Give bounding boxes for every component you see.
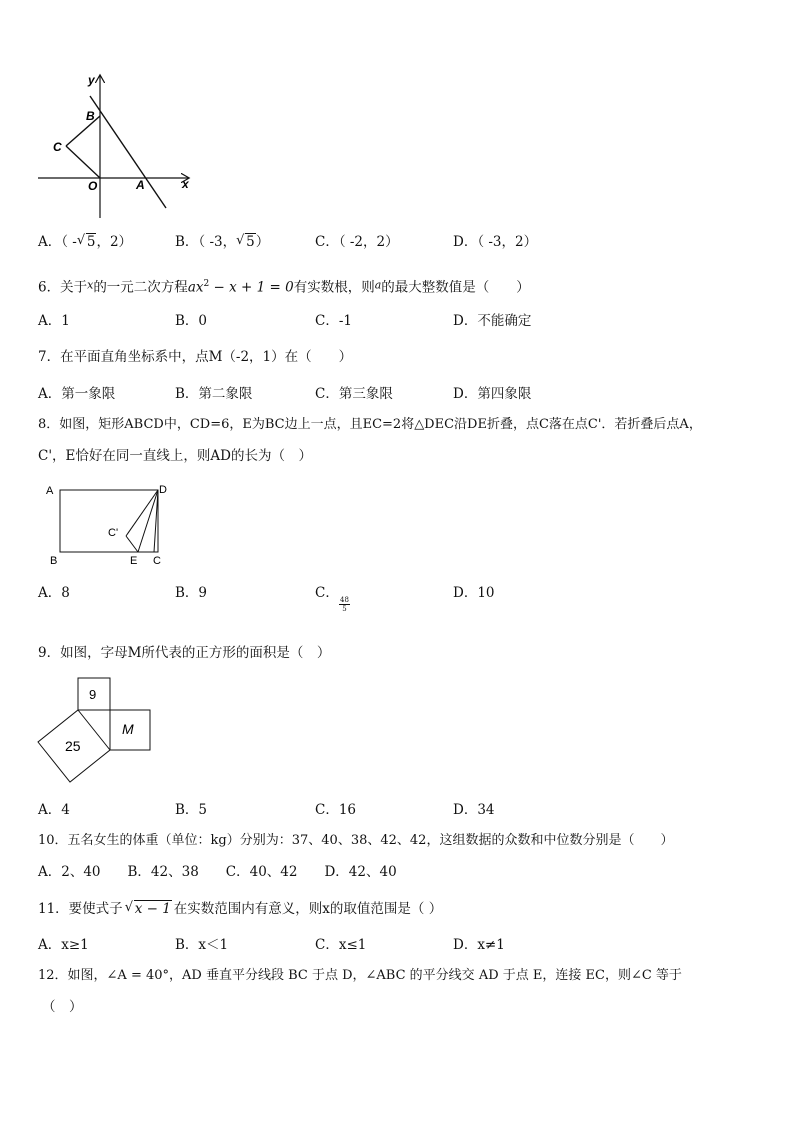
q5-option-b[interactable] [175, 233, 269, 251]
q5-option-c[interactable]: C．（ -2，2） [315, 234, 399, 250]
q11-option-a[interactable]: A．x≥1 [38, 937, 89, 953]
label-a: A [46, 485, 54, 497]
segment-c-prime-e [126, 536, 138, 552]
q8-stem-line2: C'，E恰好在同一直线上，则AD的长为（ ） [38, 448, 312, 464]
label-c: C [53, 140, 62, 154]
rectangle-abcd [60, 490, 158, 552]
sqrt-symbol [125, 900, 172, 918]
label-o: O [88, 179, 98, 193]
q8-option-c-fraction [339, 596, 350, 613]
q6-eq-rest: − x + 1 = 0 [209, 279, 294, 296]
q9-option-b[interactable]: B．5 [175, 802, 208, 818]
q5-option-a-prefix: A．（ - [38, 234, 77, 250]
q10-options[interactable]: A．2、40 B．42、38 C．40、42 D．42、40 [38, 864, 397, 880]
q5-coordinate-figure [36, 70, 196, 220]
q9-option-d[interactable]: D．34 [453, 802, 495, 818]
sqrt-symbol [236, 233, 256, 251]
q8-option-d[interactable]: D．10 [453, 585, 495, 601]
q12-stem-line1: 12．如图，∠A = 40°，AD 垂直平分线段 BC 于点 D，∠ABC 的平分线交 AD 于点 E，连接 EC，则∠C 等于 [38, 968, 682, 983]
fraction-numerator: 48 [340, 596, 349, 604]
q6-var-x: x [87, 278, 94, 292]
label-m: M [122, 721, 134, 737]
q7-stem: 7．在平面直角坐标系中，点M（-2，1）在（ ） [38, 349, 353, 365]
segment-co [66, 146, 100, 178]
label-a: A [136, 178, 145, 192]
label-b: B [50, 555, 58, 567]
q5-option-b-suffix: ） [255, 234, 270, 250]
segment-bc [66, 116, 100, 146]
q11-stem [38, 900, 442, 918]
segment-dc-prime [126, 490, 158, 536]
q7-option-d[interactable]: D．第四象限 [453, 386, 532, 402]
q6-option-a[interactable]: A．1 [38, 313, 70, 329]
label-d: D [159, 484, 167, 496]
label-x: x [182, 177, 189, 191]
q11-option-d[interactable]: D．x≠1 [453, 937, 505, 953]
q6-stem-pre: 6．关于 [38, 279, 88, 296]
q6-stem-post: 的最大整数值是（ ） [381, 279, 530, 296]
q8-option-a[interactable]: A．8 [38, 585, 70, 601]
q8-option-c[interactable]: C． [315, 585, 339, 601]
q8-rectangle-figure [42, 480, 172, 570]
q10-stem: 10．五名女生的体重（单位：kg）分别为：37、40、38、42、42，这组数据的众数和中位数分别是（ ） [38, 833, 674, 848]
label-c: C [153, 555, 161, 567]
q11-stem-pre: 11．要使式子 [38, 901, 123, 917]
q6-option-d[interactable]: D．不能确定 [453, 313, 532, 329]
q7-option-a[interactable]: A．第一象限 [38, 386, 116, 402]
label-25: 25 [65, 738, 81, 754]
q5-option-a-radicand: 5 [86, 234, 96, 250]
q5-option-d[interactable]: D．（ -3，2） [453, 234, 538, 250]
label-9: 9 [89, 687, 97, 702]
q5-option-a[interactable] [38, 233, 132, 251]
q9-squares-figure [36, 674, 156, 792]
line-ab [90, 96, 166, 208]
q8-option-b[interactable]: B．9 [175, 585, 208, 601]
label-y: y [88, 73, 95, 87]
q6-stem-mid1: 的一元二次方程 [93, 279, 188, 296]
q7-option-b[interactable]: B．第二象限 [175, 386, 253, 402]
q7-option-c[interactable]: C．第三象限 [315, 386, 393, 402]
q11-option-b[interactable]: B．x＜1 [175, 937, 229, 953]
q6-eq-ax: ax [187, 279, 204, 296]
q11-option-c[interactable]: C．x≤1 [315, 937, 367, 953]
q9-stem: 9．如图，字母M所代表的正方形的面积是（ ） [38, 645, 331, 661]
q6-var-a: a [374, 278, 382, 292]
q8-stem-line1: 8．如图，矩形ABCD中，CD=6，E为BC边上一点，且EC=2将△DEC沿DE折叠，点C落在点C'．若折叠后点A， [38, 417, 702, 432]
q5-option-b-radicand: 5 [246, 234, 255, 250]
q12-stem-line2: （ ） [42, 999, 83, 1015]
q6-option-b[interactable]: B．0 [175, 313, 208, 329]
label-b: B [86, 109, 95, 123]
q11-stem-post: 在实数范围内有意义，则x的取值范围是（ ） [173, 901, 443, 917]
q9-option-c[interactable]: C．16 [315, 802, 357, 818]
label-e: E [130, 555, 138, 567]
q9-option-a[interactable]: A．4 [38, 802, 70, 818]
q6-stem [38, 275, 530, 297]
q6-eq-exp: 2 [203, 279, 210, 289]
q6-stem-mid2: 有实数根，则 [293, 279, 375, 296]
q6-option-c[interactable]: C．-1 [315, 313, 352, 329]
label-c-prime: C' [108, 527, 119, 539]
q5-option-b-prefix: B．（ -3， [175, 234, 237, 250]
q11-radicand: x − 1 [134, 901, 171, 917]
fraction-denominator: 5 [342, 605, 347, 613]
sqrt-symbol [77, 233, 97, 251]
q5-option-a-suffix: ，2） [96, 234, 133, 250]
